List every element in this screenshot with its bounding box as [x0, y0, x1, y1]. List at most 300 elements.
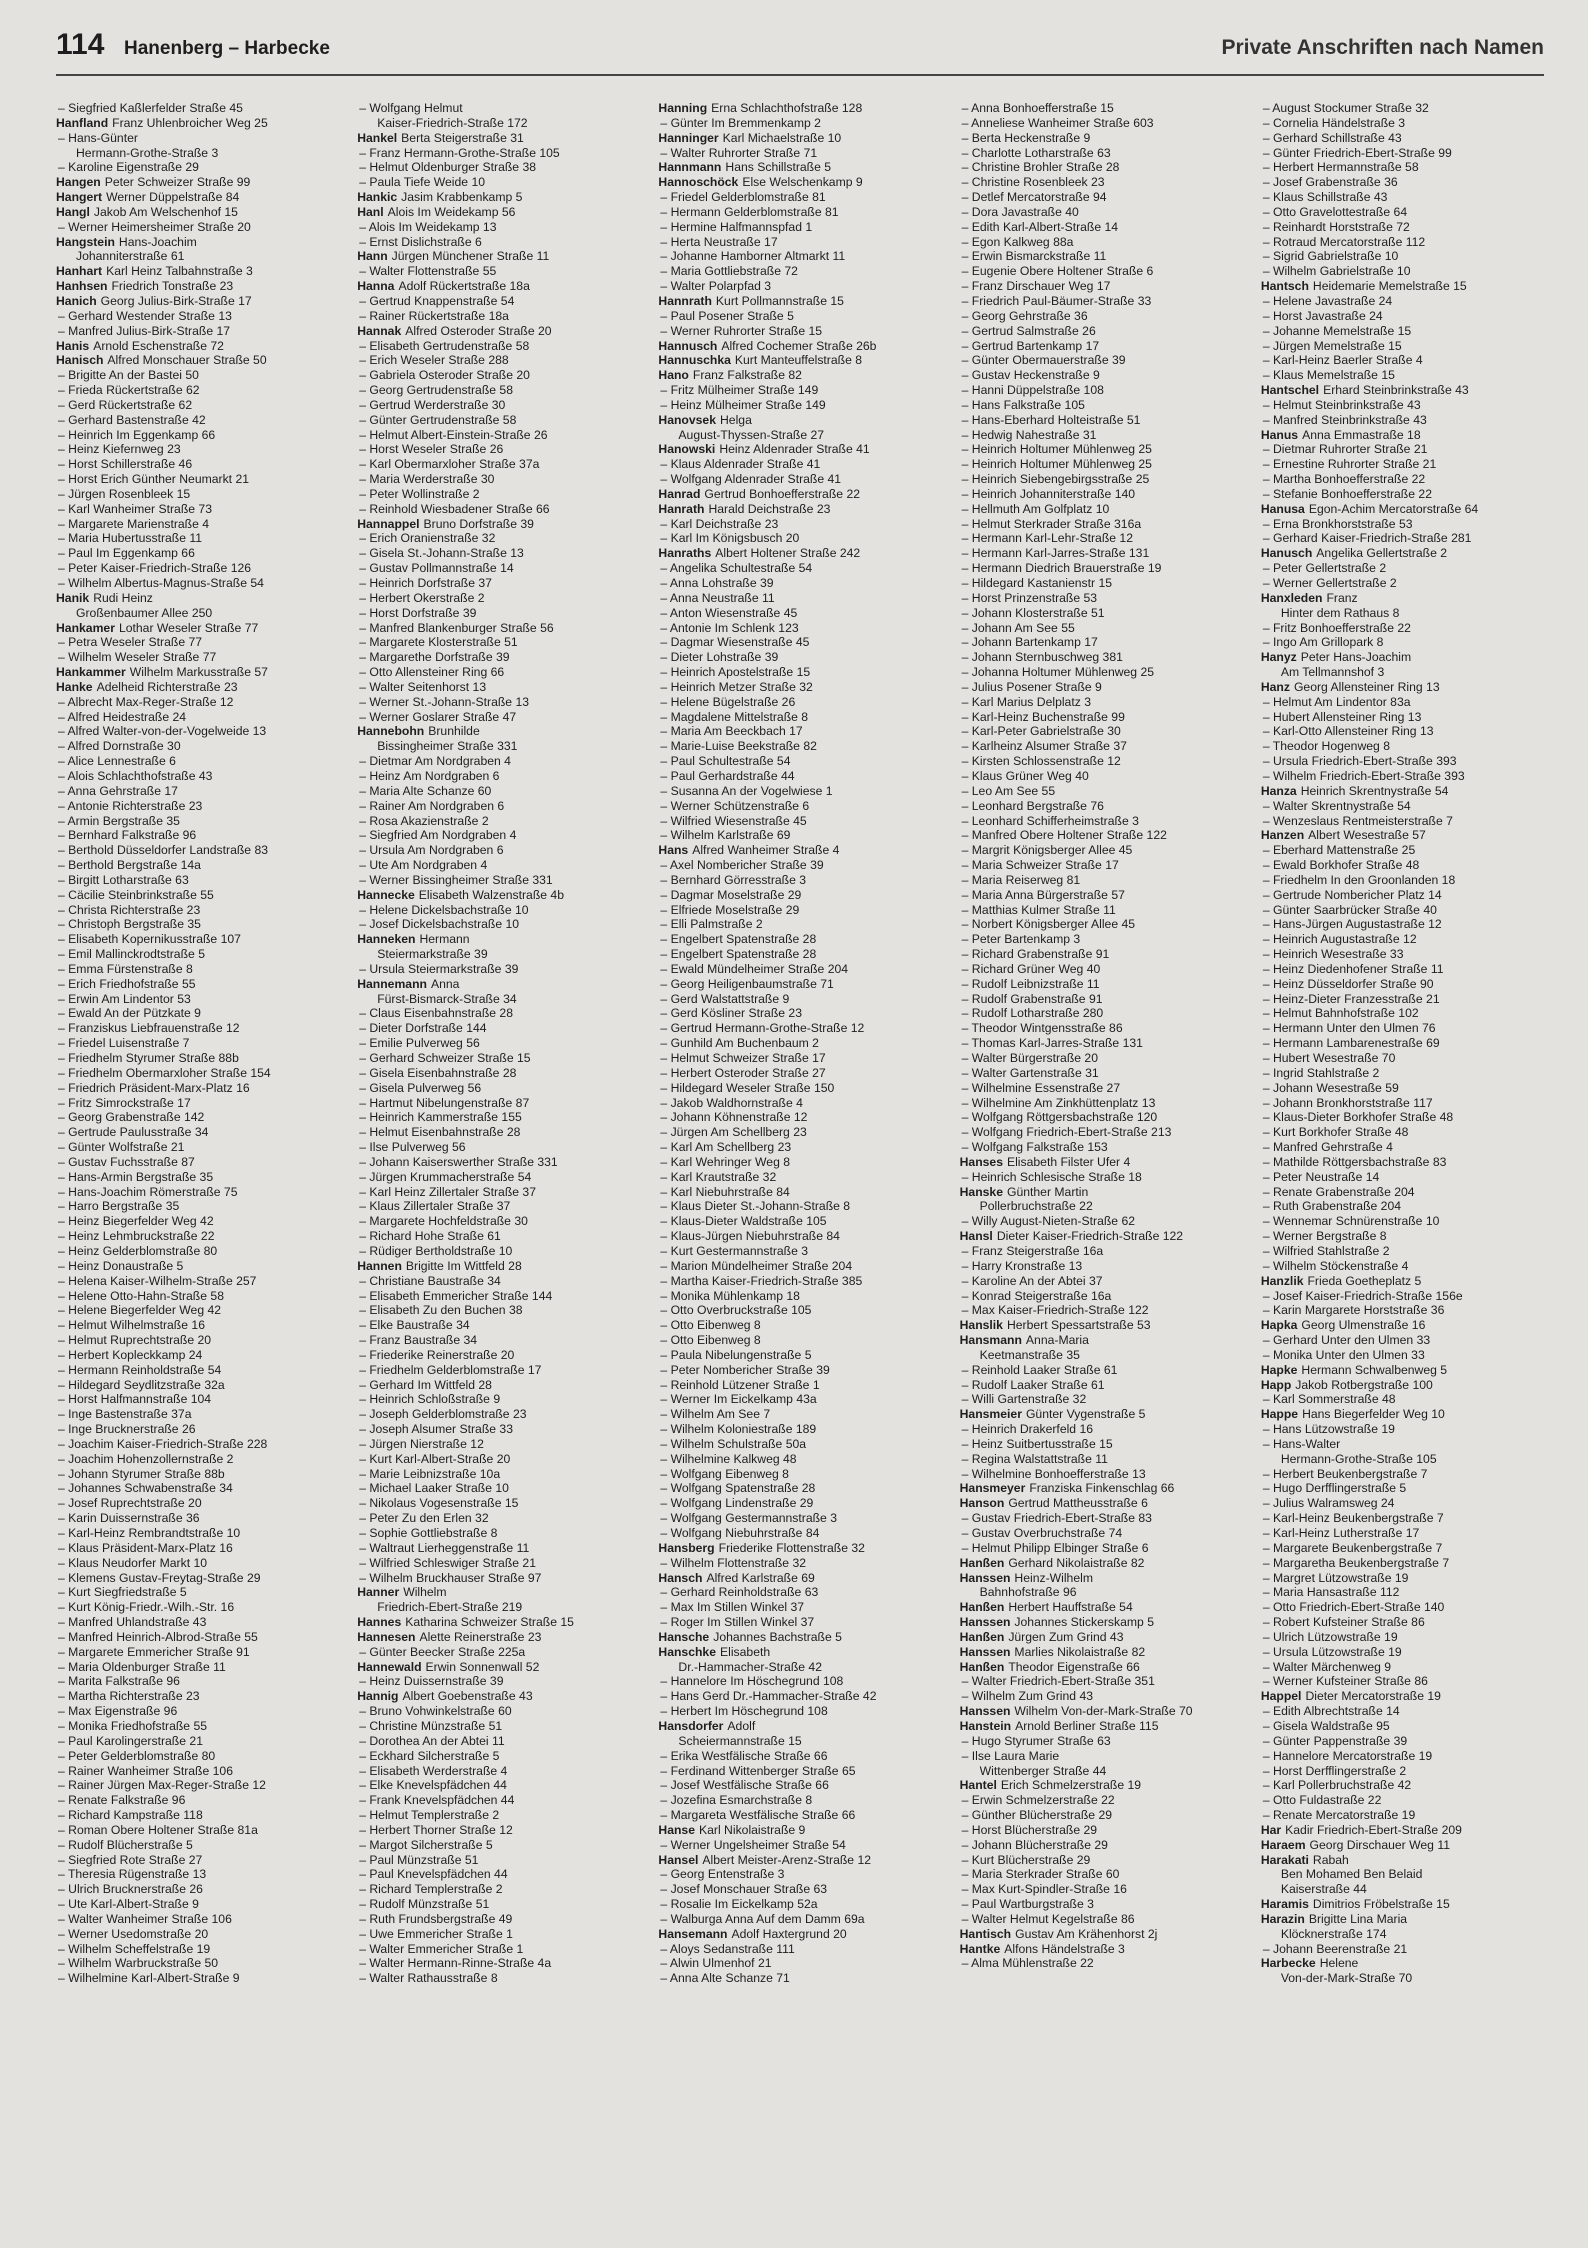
entry-address: Klöcknerstraße 174 [1280, 1926, 1387, 1941]
entry-address: – Sigrid Gabrielstraße 10 [1262, 249, 1399, 264]
entry-address: – Werner Schützenstraße 6 [660, 798, 810, 813]
directory-entry [658, 116, 941, 131]
entry-address: – Günter Obermauerstraße 39 [961, 353, 1126, 368]
directory-column-5 [1261, 101, 1544, 2221]
entry-address: – Johanne Hamborner Altmarkt 11 [660, 249, 846, 264]
directory-entry [56, 264, 339, 279]
entry-address: – Anna Bonhoefferstraße 15 [961, 101, 1114, 115]
directory-entry [1261, 1229, 1544, 1244]
entry-address: – Wilfried Wiesenstraße 45 [660, 813, 807, 828]
entry-surname: Hankic [357, 190, 398, 205]
directory-entry [357, 546, 640, 561]
directory-entry [960, 1630, 1243, 1645]
entry-address: – Georg Heiligenbaumstraße 71 [660, 976, 834, 991]
entry-address: – Karoline Eigenstraße 29 [58, 160, 199, 175]
directory-entry [56, 1600, 339, 1615]
entry-address: – Hans-Armin Bergstraße 35 [58, 1169, 214, 1184]
directory-entry [1261, 1259, 1544, 1274]
entry-address: – Dietmar Am Nordgraben 4 [359, 754, 511, 769]
entry-address: – Rainer Wanheimer Straße 106 [58, 1763, 233, 1778]
entry-surname: Hangl [56, 204, 90, 219]
directory-entry [56, 1867, 339, 1882]
entry-address: – Alfred Walter-von-der-Vogelweide 13 [58, 724, 267, 739]
directory-entry [357, 1051, 640, 1066]
directory-entry [56, 1185, 339, 1200]
entry-address: – Walter Skrentnystraße 54 [1262, 798, 1411, 813]
entry-address: – Werner Heimersheimer Straße 20 [58, 219, 251, 234]
entry-surname: Hanßen [959, 1600, 1005, 1615]
directory-entry [960, 1853, 1243, 1868]
entry-address: – Kurt Borkhofer Straße 48 [1262, 1125, 1409, 1140]
entry-address: – Regina Walstattstraße 11 [961, 1451, 1108, 1466]
directory-entry [960, 1170, 1243, 1185]
directory-entry [960, 249, 1243, 264]
entry-address: – Jürgen Am Schellberg 23 [660, 1125, 807, 1140]
entry-address: – Brigitte An der Bastei 50 [58, 368, 199, 383]
directory-entry [1261, 1793, 1544, 1808]
entry-address: – Hans Falkstraße 105 [961, 397, 1085, 412]
entry-address: – Ernestine Ruhrorter Straße 21 [1262, 457, 1437, 472]
entry-address: – Siegfried Kaßlerfelder Straße 45 [58, 101, 243, 115]
directory-entry [357, 339, 640, 354]
entry-address: – Johann Sternbuschweg 381 [961, 650, 1123, 665]
directory-entry [960, 1407, 1243, 1422]
entry-address: Berta Steigerstraße 31 [401, 130, 524, 145]
entry-address: – Erika Westfälische Straße 66 [660, 1748, 828, 1763]
entry-address: – Klaus Schillstraße 43 [1262, 190, 1388, 205]
entry-address: – Heinrich Drakerfeld 16 [961, 1422, 1094, 1437]
entry-surname: Hanusch [1260, 546, 1313, 561]
entry-address: Friedrich Tonstraße 23 [111, 279, 234, 294]
entry-address: – Herbert Kopleckkamp 24 [58, 1347, 203, 1362]
directory-entry [56, 1274, 339, 1289]
entry-address: – Wilhelmine Kalkweg 48 [660, 1451, 797, 1466]
entry-address: – Detlef Mercatorstraße 94 [961, 190, 1107, 205]
entry-address: – Karl-Heinz Beukenbergstraße 7 [1262, 1511, 1444, 1526]
directory-entry [357, 1853, 640, 1868]
directory-entry [1261, 413, 1544, 428]
entry-surname: Happel [1260, 1689, 1302, 1704]
entry-address: – Gustav Overbruchstraße 74 [961, 1526, 1123, 1540]
entry-surname: Hanssen [959, 1704, 1011, 1719]
entry-address: – Martha Kaiser-Friedrich-Straße 385 [660, 1273, 863, 1288]
directory-entry [56, 1556, 339, 1571]
entry-address: – Maria Sterkrader Straße 60 [961, 1867, 1120, 1882]
entry-address: – Walter Bürgerstraße 20 [961, 1051, 1098, 1065]
entry-address: – Hans-Günter [58, 130, 138, 145]
directory-entry [357, 1481, 640, 1496]
entry-address: Hans-Joachim [118, 234, 197, 249]
entry-address: – Helmut Eisenbahnstraße 28 [359, 1125, 521, 1140]
directory-entry [357, 962, 640, 977]
entry-address: – Wilhelm Friedrich-Ebert-Straße 393 [1262, 768, 1465, 783]
entry-address: – Erwin Am Lindentor 53 [58, 991, 191, 1006]
entry-address: – Heinrich Kammerstraße 155 [359, 1110, 522, 1125]
directory-entry [658, 220, 941, 235]
directory-entry [658, 1808, 941, 1823]
entry-address: – Horst Weseler Straße 26 [359, 442, 504, 457]
entry-address: – Rüdiger Bertholdstraße 10 [359, 1243, 513, 1258]
entry-address: – Horst Dorfstraße 39 [359, 605, 477, 620]
entry-address: – Helmut Sterkrader Straße 316a [961, 516, 1142, 531]
entry-address: Erna Schlachthofstraße 128 [711, 101, 863, 115]
entry-address: – Joachim Kaiser-Friedrich-Straße 228 [58, 1436, 268, 1451]
directory-entry [357, 1437, 640, 1452]
directory-entry [357, 650, 640, 665]
entry-address: – Heinrich Dorfstraße 37 [359, 576, 492, 590]
entry-address: – Wilhelm Am See 7 [660, 1407, 771, 1422]
directory-entry [56, 428, 339, 443]
entry-address: – Walter Flottenstraße 55 [359, 264, 497, 279]
directory-entry [56, 576, 339, 591]
entry-address: – Anna Gehrstraße 17 [58, 783, 178, 798]
directory-entry [1261, 621, 1544, 636]
directory-entry [658, 1704, 941, 1719]
entry-address: Brunhilde [428, 724, 480, 739]
directory-entry [658, 175, 941, 190]
entry-address: – Karl Niebuhrstraße 84 [660, 1184, 790, 1199]
directory-entry [960, 1511, 1243, 1526]
directory-entry [56, 1749, 339, 1764]
entry-surname: Hannuschka [658, 353, 731, 368]
entry-address: Von-der-Mark-Straße 70 [1280, 1971, 1413, 1986]
directory-entry [1261, 828, 1544, 843]
entry-address: – Helmut Templerstraße 2 [359, 1808, 500, 1823]
directory-entry [960, 294, 1243, 309]
directory-entry [1261, 502, 1544, 517]
entry-address: – Rosa Akazienstraße 2 [359, 813, 489, 828]
entry-address: – Karl Wehringer Weg 8 [660, 1154, 791, 1169]
directory-entry [1261, 1615, 1544, 1630]
entry-address: – Leonhard Schifferheimstraße 3 [961, 813, 1139, 828]
directory-entry [960, 1155, 1243, 1170]
directory-entry [56, 101, 339, 116]
entry-address: – Paul Karolingerstraße 21 [58, 1733, 203, 1748]
directory-entry [1261, 1244, 1544, 1259]
entry-address: – Ruth Grabenstraße 204 [1262, 1199, 1402, 1214]
directory-entry [960, 1006, 1243, 1021]
entry-address: – Wilhelmine Bonhoefferstraße 13 [961, 1466, 1146, 1481]
directory-entry [1261, 1630, 1544, 1645]
directory-entry [56, 1526, 339, 1541]
entry-address: Bissingheimer Straße 331 [377, 739, 518, 754]
directory-entry [960, 1823, 1243, 1838]
entry-address: – Cäcilie Steinbrinkstraße 55 [58, 887, 214, 902]
directory-entry [1261, 1867, 1544, 1882]
entry-surname: Hans [658, 843, 689, 858]
directory-entry [56, 1422, 339, 1437]
directory-entry [357, 1808, 640, 1823]
directory-entry [960, 413, 1243, 428]
directory-entry [56, 1140, 339, 1155]
directory-entry [1261, 101, 1544, 116]
directory-entry [658, 1407, 941, 1422]
entry-surname: Hannak [357, 323, 402, 338]
entry-address: – Wolfgang Lindenstraße 29 [660, 1496, 814, 1511]
directory-entry [1261, 1764, 1544, 1779]
entry-address: – Monika Unter den Ulmen 33 [1262, 1347, 1425, 1362]
entry-address: – Rainer Jürgen Max-Reger-Straße 12 [58, 1778, 266, 1793]
entry-address: Elisabeth Walzenstraße 4b [418, 887, 564, 902]
entry-address: – Matthias Kulmer Straße 11 [961, 902, 1116, 917]
directory-entry [1261, 1066, 1544, 1081]
entry-address: – Karlheinz Alsumer Straße 37 [961, 739, 1127, 754]
directory-entry [1261, 324, 1544, 339]
entry-address: – Johann Beerenstraße 21 [1262, 1941, 1408, 1956]
directory-entry [960, 1749, 1243, 1764]
entry-address: – Heinz Düsseldorfer Straße 90 [1262, 976, 1434, 991]
entry-address: – Ewald Mündelheimer Straße 204 [660, 961, 849, 976]
directory-entry [56, 680, 339, 695]
directory-entry [357, 1199, 640, 1214]
directory-entry [56, 116, 339, 131]
directory-entry [960, 858, 1243, 873]
directory-entry [1261, 368, 1544, 383]
directory-entry [658, 1363, 941, 1378]
directory-entry [960, 1021, 1243, 1036]
directory-entry [1261, 1274, 1544, 1289]
directory-entry [658, 1689, 941, 1704]
entry-address: Brigitte Im Wittfeld 28 [405, 1258, 522, 1273]
directory-entry [56, 992, 339, 1007]
directory-entry [357, 1140, 640, 1155]
entry-surname: Hanßen [959, 1555, 1005, 1570]
directory-entry [357, 917, 640, 932]
entry-address: – Jürgen Memelstraße 15 [1262, 338, 1402, 353]
entry-address: – Stefanie Bonhoefferstraße 22 [1262, 486, 1432, 501]
entry-address: – Willy August-Nieten-Straße 62 [961, 1214, 1136, 1229]
entry-address: – Friedrich Präsident-Marx-Platz 16 [58, 1080, 250, 1095]
directory-entry [357, 1170, 640, 1185]
directory-entry [56, 413, 339, 428]
directory-entry [658, 398, 941, 413]
entry-address: – Margarete Emmericher Straße 91 [58, 1644, 250, 1659]
directory-entry [960, 1912, 1243, 1927]
entry-address: – Eberhard Mattenstraße 25 [1262, 843, 1416, 858]
directory-entry [960, 873, 1243, 888]
entry-address: – Erwin Schmelzerstraße 22 [961, 1793, 1115, 1808]
directory-entry [658, 1081, 941, 1096]
entry-address: – Dietmar Ruhrorter Straße 21 [1262, 442, 1428, 457]
entry-address: – Robert Kufsteiner Straße 86 [1262, 1615, 1425, 1630]
entry-address: – Heinrich Metzer Straße 32 [660, 679, 813, 694]
entry-address: – Emil Mallinckrodtstraße 5 [58, 947, 205, 962]
directory-entry [658, 1199, 941, 1214]
directory-entry [658, 769, 941, 784]
entry-address: – Helmut Philipp Elbinger Straße 6 [961, 1540, 1149, 1555]
entry-address: – Dieter Dorfstraße 144 [359, 1021, 487, 1036]
page-number: 114 [56, 28, 105, 61]
entry-address: – Walter Hermann-Rinne-Straße 4a [359, 1956, 552, 1971]
directory-entry [1261, 1214, 1544, 1229]
directory-entry [1261, 1289, 1544, 1304]
entry-address: – Joachim Hohenzollernstraße 2 [58, 1451, 234, 1466]
directory-entry [1261, 947, 1544, 962]
entry-address: – Hubert Wesestraße 70 [1262, 1051, 1396, 1065]
entry-address: Wilhelm Markusstraße 57 [129, 665, 268, 680]
entry-address: – Helene Bügelstraße 26 [660, 694, 796, 709]
directory-entry [658, 1274, 941, 1289]
directory-entry [56, 1719, 339, 1734]
entry-address: – Karl Am Schellberg 23 [660, 1140, 792, 1155]
entry-address: – Uwe Emmericher Straße 1 [359, 1926, 513, 1941]
entry-surname: Hansmeyer [959, 1481, 1026, 1496]
entry-address: – Horst Erich Günther Neumarkt 21 [58, 472, 250, 487]
entry-address: – Günter Beecker Straße 225a [359, 1644, 526, 1659]
entry-address: Herbert Hauffstraße 54 [1008, 1600, 1133, 1615]
entry-address: Dimitrios Fröbelstraße 15 [1312, 1897, 1450, 1912]
entry-address: – Helmut Schweizer Straße 17 [660, 1051, 826, 1065]
entry-address: – Werner Im Eickelkamp 43a [660, 1392, 817, 1407]
directory-entry [658, 249, 941, 264]
directory-entry [56, 442, 339, 457]
entry-address: – Franz Hermann-Grothe-Straße 105 [359, 145, 560, 160]
directory-entry [1261, 175, 1544, 190]
entry-address: – Manfred Steinbrinkstraße 43 [1262, 412, 1427, 427]
entry-address: – Richard Kampstraße 118 [58, 1808, 203, 1823]
directory-entry [1261, 1942, 1544, 1957]
entry-address: – Günter Im Bremmenkamp 2 [660, 115, 821, 130]
directory-entry [960, 1838, 1243, 1853]
directory-entry [960, 1185, 1243, 1200]
directory-entry [960, 309, 1243, 324]
directory-entry [1261, 1734, 1544, 1749]
directory-entry [56, 1689, 339, 1704]
entry-address: – Franz Baustraße 34 [359, 1333, 478, 1348]
entry-address: Gertrud Mattheusstraße 6 [1008, 1496, 1148, 1511]
entry-address: – Elke Baustraße 34 [359, 1318, 470, 1333]
entry-surname: Hannesen [357, 1629, 416, 1644]
directory-entry [658, 428, 941, 443]
entry-address: – Manfred Gehrstraße 4 [1262, 1140, 1393, 1155]
directory-entry [56, 665, 339, 680]
entry-address: – Walter Ruhrorter Straße 71 [660, 145, 818, 160]
entry-address: – Rudolf Blücherstraße 5 [58, 1837, 193, 1852]
directory-entry [658, 1066, 941, 1081]
directory-entry [1261, 1170, 1544, 1185]
entry-surname: Happ [1260, 1377, 1292, 1392]
directory-entry [357, 680, 640, 695]
directory-entry [56, 1051, 339, 1066]
entry-address: – Walter Emmericher Straße 1 [359, 1941, 524, 1956]
entry-address: Friedrich-Ebert-Straße 219 [377, 1600, 523, 1615]
directory-entry [56, 249, 339, 264]
entry-address: – Manfred Obere Holtener Straße 122 [961, 828, 1167, 843]
entry-surname: Happe [1260, 1407, 1299, 1422]
entry-address: – Michael Laaker Straße 10 [359, 1481, 509, 1496]
directory-entry [960, 739, 1243, 754]
entry-address: – Monika Mühlenkamp 18 [660, 1288, 800, 1303]
directory-entry [960, 1571, 1243, 1586]
entry-address: Steiermarkstraße 39 [377, 947, 488, 962]
entry-address: – Richard Grüner Weg 40 [961, 961, 1101, 976]
directory-entry [1261, 1318, 1544, 1333]
entry-surname: Hanßen [959, 1659, 1005, 1674]
entry-address: – Maria Schweizer Straße 17 [961, 858, 1119, 873]
directory-entry [658, 1912, 941, 1927]
entry-address: – Albrecht Max-Reger-Straße 12 [58, 694, 234, 709]
entry-address: – Heinz Duissernstraße 39 [359, 1674, 504, 1689]
entry-address: Gerhard Nikolaistraße 82 [1008, 1555, 1145, 1570]
directory-entry [56, 932, 339, 947]
entry-address: – Elisabeth Zu den Buchen 38 [359, 1303, 523, 1318]
entry-address: – Hermann Unter den Ulmen 76 [1262, 1021, 1436, 1036]
entry-address: – Werner St.-Johann-Straße 13 [359, 694, 530, 709]
entry-address: – Theodor Wintgensstraße 86 [961, 1021, 1123, 1036]
directory-entry [1261, 858, 1544, 873]
entry-address: – Peter Gelderblomstraße 80 [58, 1748, 216, 1763]
running-title: Hanenberg – Harbecke [124, 38, 330, 59]
directory-entry [357, 591, 640, 606]
entry-address: Anna-Maria [1025, 1333, 1089, 1348]
entry-address: Kaiserstraße 44 [1280, 1882, 1367, 1897]
directory-entry [56, 1838, 339, 1853]
entry-address: – Herta Neustraße 17 [660, 234, 778, 249]
directory-entry [960, 531, 1243, 546]
entry-address: Elisabeth Filster Ufer 4 [1006, 1154, 1131, 1169]
directory-entry [1261, 531, 1544, 546]
directory-entry [658, 339, 941, 354]
entry-address: – Hermine Halfmannspfad 1 [660, 219, 813, 234]
entry-address: – Herbert Thorner Straße 12 [359, 1822, 513, 1837]
directory-entry [56, 1036, 339, 1051]
directory-entry [1261, 1422, 1544, 1437]
entry-address: – Margarete Klosterstraße 51 [359, 635, 518, 650]
directory-entry [1261, 1185, 1544, 1200]
directory-entry [1261, 1378, 1544, 1393]
entry-address: – Wilfried Stahlstraße 2 [1262, 1243, 1390, 1258]
entry-address: – Eckhard Silcherstraße 5 [359, 1748, 500, 1763]
entry-address: – Heinz Donaustraße 5 [58, 1258, 184, 1273]
directory-entry [960, 1867, 1243, 1882]
entry-address: – Erich Oranienstraße 32 [359, 531, 496, 546]
entry-address: – Joseph Alsumer Straße 33 [359, 1422, 513, 1437]
entry-address: – Helene Biegerfelder Weg 42 [58, 1303, 222, 1318]
entry-address: – Maria Gottliebstraße 72 [660, 264, 798, 279]
directory-entry [1261, 1808, 1544, 1823]
entry-address: – Peter Gellertstraße 2 [1262, 561, 1387, 576]
directory-entry [658, 1927, 941, 1942]
directory-entry [960, 457, 1243, 472]
entry-address: – Gertrude Nombericher Platz 14 [1262, 887, 1442, 902]
entry-address: – Horst Derfflingerstraße 2 [1262, 1763, 1407, 1778]
directory-entry [960, 1081, 1243, 1096]
directory-entry [56, 962, 339, 977]
entry-surname: Hanhart [56, 264, 103, 279]
directory-column-4 [960, 101, 1243, 2221]
directory-entry [658, 621, 941, 636]
directory-entry [1261, 190, 1544, 205]
directory-entry [658, 680, 941, 695]
entry-address: Erwin Sonnenwall 52 [425, 1659, 540, 1674]
entry-address: – Heinrich Wesestraße 33 [1262, 947, 1404, 962]
directory-entry [658, 1318, 941, 1333]
entry-address: – Petra Weseler Straße 77 [58, 635, 203, 650]
entry-address: Kurt Manteuffelstraße 8 [734, 353, 863, 368]
entry-address: – Richard Templerstraße 2 [359, 1882, 503, 1897]
directory-entry [658, 1793, 941, 1808]
entry-address: – Friedel Gelderblomstraße 81 [660, 190, 826, 205]
directory-entry [1261, 1051, 1544, 1066]
directory-entry [56, 769, 339, 784]
directory-entry [56, 457, 339, 472]
entry-address: – Birgitt Lotharstraße 63 [58, 872, 189, 887]
directory-entry [1261, 1392, 1544, 1407]
directory-entry [56, 190, 339, 205]
entry-address: Werner Düppelstraße 84 [106, 190, 240, 205]
entry-address: – Walter Gartenstraße 31 [961, 1065, 1099, 1080]
entry-address: Helene [1319, 1956, 1359, 1971]
